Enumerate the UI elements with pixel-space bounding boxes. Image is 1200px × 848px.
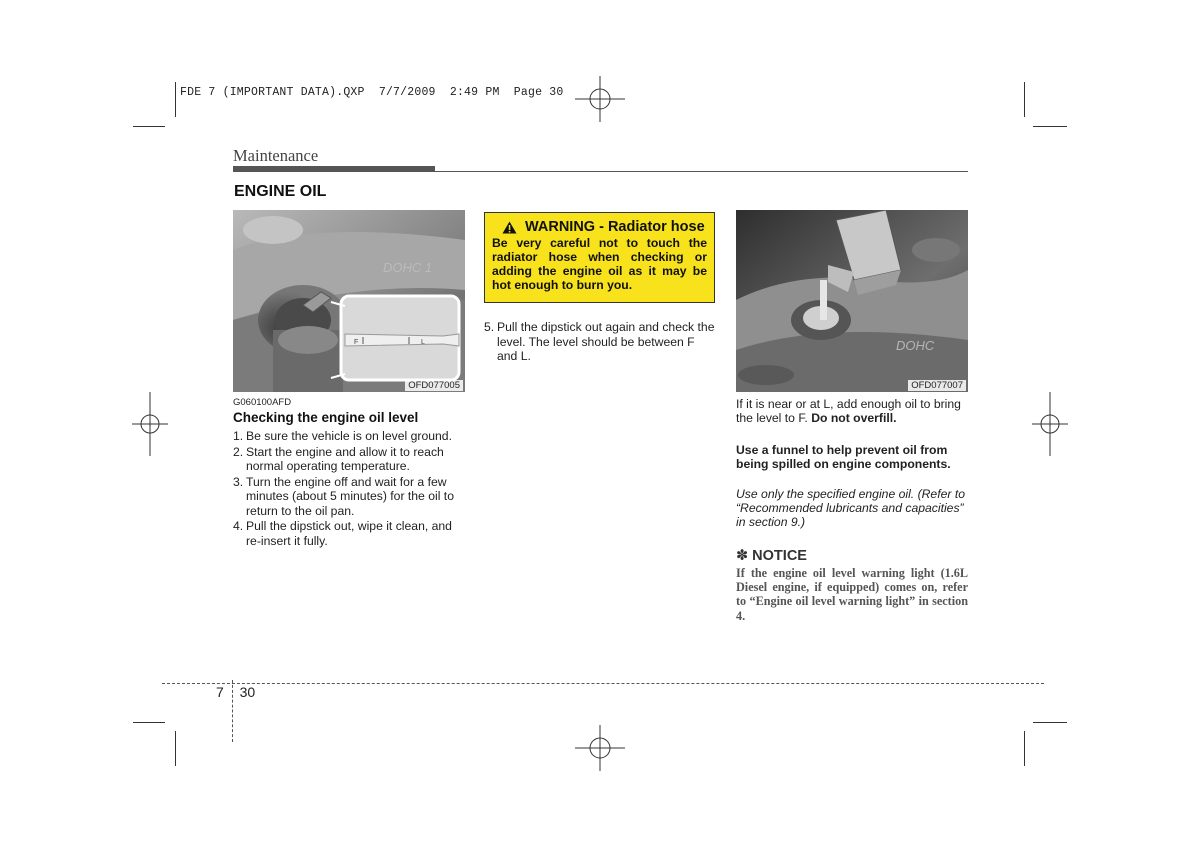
slug-file: FDE 7 (IMPORTANT DATA).QXP (180, 86, 365, 99)
engine-dipstick-photo (233, 210, 465, 392)
page-number (216, 684, 255, 700)
step-number: 3. (233, 474, 244, 489)
warning-triangle-icon (502, 221, 517, 234)
page-number-value: 30 (239, 684, 256, 700)
warning-title (492, 220, 707, 234)
print-slug (180, 86, 564, 99)
registration-mark-left (130, 390, 170, 458)
steps-list-left (233, 429, 465, 549)
paragraph-add-oil (736, 397, 970, 425)
notice-title: ✽ NOTICE (736, 548, 807, 564)
step-text: Be sure the vehicle is on level ground. (246, 429, 452, 443)
step-number: 2. (233, 444, 244, 459)
photo-caption-left: OFD077005 (405, 380, 463, 391)
do-not-overfill-text: Do not overfill. (811, 411, 897, 425)
step-number: 5. (484, 320, 495, 334)
engine-illustration (233, 210, 465, 392)
chapter-number: 7 (216, 684, 224, 700)
step-text: Pull the dipstick out again and check the level. The level should be between F and L. (497, 320, 715, 363)
paragraph-funnel: Use a funnel to help prevent oil from being spilled on engine components. (736, 443, 951, 471)
slug-date: 7/7/2009 (378, 86, 436, 99)
section-title: Maintenance (233, 146, 319, 165)
steps-list-middle (484, 320, 716, 365)
engine-oil-fill-photo (736, 210, 968, 392)
dipstick-mark-f: F (354, 339, 359, 346)
svg-text:DOHC 1: DOHC 1 (383, 260, 433, 275)
step-number: 4. (233, 519, 244, 533)
step-text: Turn the engine off and wait for a few minutes (about 5 minutes) for the oil to return to the oil pan. (246, 474, 454, 518)
warning-box (484, 212, 715, 303)
section-rule (233, 171, 968, 172)
photo-caption-right: OFD077007 (908, 380, 966, 391)
step-item-3 (233, 475, 465, 519)
slug-time: 2:49 PM (449, 86, 500, 99)
oil-fill-illustration (736, 210, 968, 392)
slug-page: Page 30 (513, 86, 564, 99)
add-oil-text: If it is near or at L, add enough oil to bring the level to F. (736, 397, 961, 425)
footer-dashed-rule (162, 683, 1044, 684)
step-text: Pull the dipstick out, wipe it clean, and re-insert it fully. (246, 519, 452, 548)
dipstick-mark-l: L (421, 339, 425, 346)
warning-body: Be very careful not to touch the radiator hose when checking or adding the engine oil as it may be hot enough to burn you. (492, 236, 707, 292)
page-heading: ENGINE OIL (234, 183, 327, 200)
step-text: Start the engine and allow it to reach normal operating temperature. (246, 444, 444, 473)
subheading-checking-oil: Checking the engine oil level (233, 410, 419, 425)
registration-mark-right (1030, 390, 1070, 458)
step-item-4 (233, 519, 465, 548)
step-item-2 (233, 445, 465, 474)
document-code: G060100AFD (233, 397, 292, 408)
step-item-5 (484, 320, 716, 364)
svg-text:DOHC: DOHC (896, 338, 935, 353)
step-number: 1. (233, 429, 244, 443)
step-item-1 (233, 429, 465, 444)
warning-title-text: WARNING - Radiator hose (525, 219, 705, 235)
registration-mark-top (570, 76, 630, 122)
notice-body: If the engine oil level warning light (1.6L Diesel engine, if equipped) comes on, refer to “Engine oil level warning light” in section 4. (736, 566, 968, 623)
paragraph-specified-oil: Use only the specified engine oil. (Refer to “Recommended lubricants and capacities” in section 9.) (736, 487, 965, 529)
registration-mark-bottom (570, 725, 630, 771)
